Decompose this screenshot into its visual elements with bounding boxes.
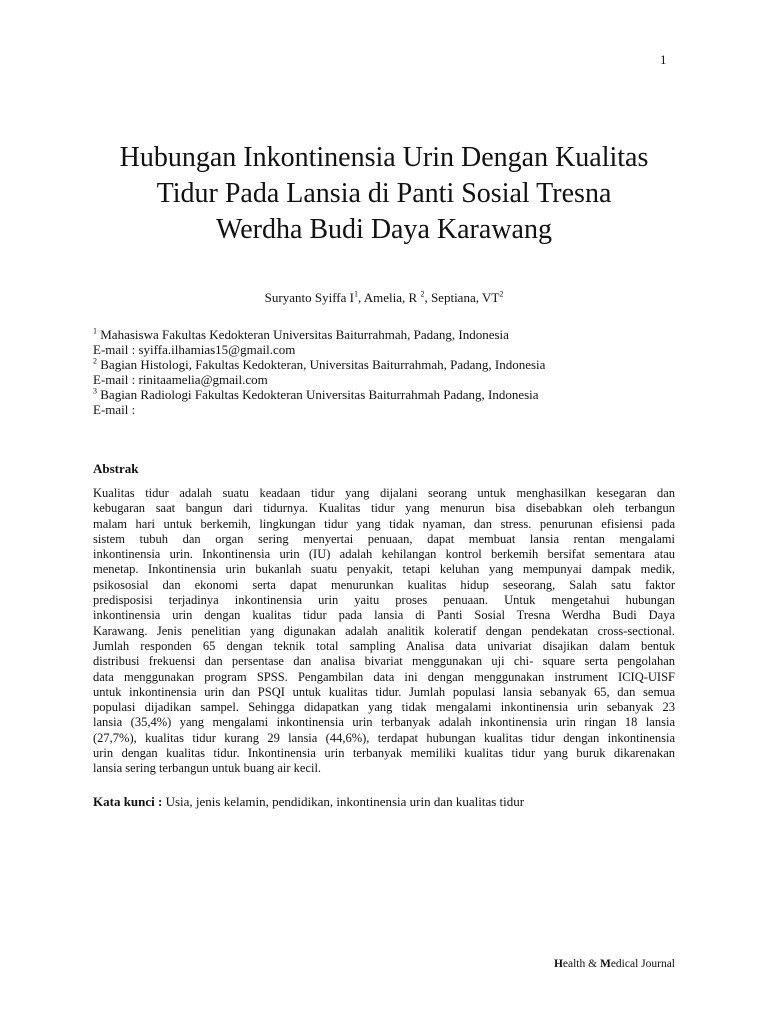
footer-text: ealth & xyxy=(562,958,600,970)
abstract-line: menetap. Inkontinensia urin bukanlah suatu penyakit, tetapi keluhan yang mempunyai dampak medik, xyxy=(93,562,675,577)
affiliation-text: E-mail : syiffa.ilhamias15@gmail.com xyxy=(93,342,296,357)
abstract-line: predisposisi terjadinya inkontinensia urin yaitu proses penuaan. Untuk mengetahui hubungan xyxy=(93,593,675,608)
abstract-line: lansia (35,4%) yang mengalami inkontinensia urin terbanyak adalah inkontinensia urin ringan 18 lansia xyxy=(93,715,675,730)
affiliation-text: Mahasiswa Fakultas Kedokteran Universitas Baiturrahmah, Padang, Indonesia xyxy=(97,327,509,342)
author-affiliation-marker: 2 xyxy=(420,289,425,299)
abstract-line: Karawang. Jenis penelitian yang digunakan adalah analitik koleratif dengan pendekatan cross-sectional. xyxy=(93,623,675,638)
affiliation-email xyxy=(93,402,693,417)
keywords-label: Kata kunci : xyxy=(93,794,163,809)
abstract-line: distribusi frekuensi dan persentase dan analisa bivariat menggunakan uji chi- square serta pengolahan xyxy=(93,654,675,669)
abstract-line: kebugaran saat bangun dari tidurnya. Kualitas tidur yang menurun bisa disebabkan oleh terbangun xyxy=(93,501,675,516)
abstract-line: untuk inkontinensia urin dan PSQI untuk kualitas tidur. Jumlah populasi lansia sebanyak 65, dan semua xyxy=(93,684,675,699)
abstract-line: populasi dijadikan sampel. Sehingga didapatkan yang tidak mengalami inkontinensia urin sebanyak 23 xyxy=(93,700,675,715)
author-name: , Amelia, R xyxy=(357,290,421,305)
author-name: Suryanto Syiffa I xyxy=(264,290,354,305)
affiliation-text: Bagian Histologi, Fakultas Kedokteran, Universitas Baiturrahmah, Padang, Indonesia xyxy=(97,357,546,372)
abstract-line: Kualitas tidur adalah suatu keadaan tidur yang dijalani seorang untuk menghasilkan kesegaran dan xyxy=(93,486,675,500)
abstract-heading: Abstrak xyxy=(93,461,139,476)
footer-initial: H xyxy=(553,958,563,970)
abstract-line: data menggunakan program SPSS. Pengambilan data ini dengan menggunakan instrument ICIQ-UISF xyxy=(93,669,675,684)
affiliation-marker: 3 xyxy=(93,386,97,396)
keywords-text: Usia, jenis kelamin, pendidikan, inkontinensia urin dan kualitas tidur xyxy=(162,794,525,809)
abstract-line: psikososial dan ekonomi serta dapat menurunkan kualitas hidup seseorang, Salah satu faktor xyxy=(93,577,675,592)
affiliation-marker: 1 xyxy=(93,326,97,336)
affiliation-text: E-mail : xyxy=(93,402,136,417)
abstract-line: inkontinensia urin. Inkontinensia urin (IU) adalah kehilangan kontrol berkemih bersifat sementara atau xyxy=(93,547,675,562)
affiliation-marker: 2 xyxy=(93,356,97,366)
affiliation-email xyxy=(93,372,693,387)
paper-title xyxy=(80,140,688,248)
title-line: Hubungan Inkontinensia Urin Dengan Kualitas xyxy=(119,142,649,173)
affiliation-email xyxy=(93,342,693,357)
page-number: 1 xyxy=(660,52,667,67)
author-affiliation-marker: 2 xyxy=(499,289,504,299)
abstract-line: inkontinensia urin dengan kualitas tidur pada lansia di Panti Sosial Tresna Werdha Budi Daya xyxy=(93,608,675,623)
footer-initial: M xyxy=(599,958,611,970)
abstract-line: Jumlah responden 65 dengan teknik total sampling Analisa data univariat disajikan dalam bentuk xyxy=(93,638,675,653)
abstract-line: sistem tubuh dan organ sering menyertai penuaan, dapat membuat lansia rentan mengalami xyxy=(93,531,675,546)
title-line: Tidur Pada Lansia di Panti Sosial Tresna xyxy=(156,178,612,209)
footer-text: edical Journal xyxy=(610,958,675,970)
abstract-line: (27,7%), kualitas tidur kurang 29 lansia (44,6%), terdapat hubungan kualitas tidur dengan inkontinensia xyxy=(93,730,675,745)
author-affiliation-marker: 1 xyxy=(353,289,358,299)
title-line: Werdha Budi Daya Karawang xyxy=(216,214,552,245)
affiliation-text: Bagian Radiologi Fakultas Kedokteran Universitas Baiturrahmah Padang, Indonesia xyxy=(97,387,539,402)
keywords xyxy=(93,794,524,810)
journal-footer xyxy=(554,958,675,970)
affiliation-text: E-mail : rinitaamelia@gmail.com xyxy=(93,372,268,387)
abstract-line: malam hari untuk berkemih, lingkungan tidur yang tidak nyaman, dan stress. penurunan efisiensi pada xyxy=(93,516,675,531)
author-list xyxy=(0,290,768,306)
abstract-line: urin dengan kualitas tidur. Inkontinensia urin terbanyak memiliki kualitas tidur yang buruk dikarenakan xyxy=(93,746,675,761)
affiliation-line xyxy=(93,357,693,372)
author-name: , Septiana, VT xyxy=(424,290,500,305)
abstract-body xyxy=(93,486,675,777)
affiliation-line xyxy=(93,387,693,402)
affiliation-line xyxy=(93,327,693,342)
abstract-line: lansia sering terbangun untuk buang air kecil. xyxy=(93,761,322,776)
affiliations xyxy=(93,327,693,417)
